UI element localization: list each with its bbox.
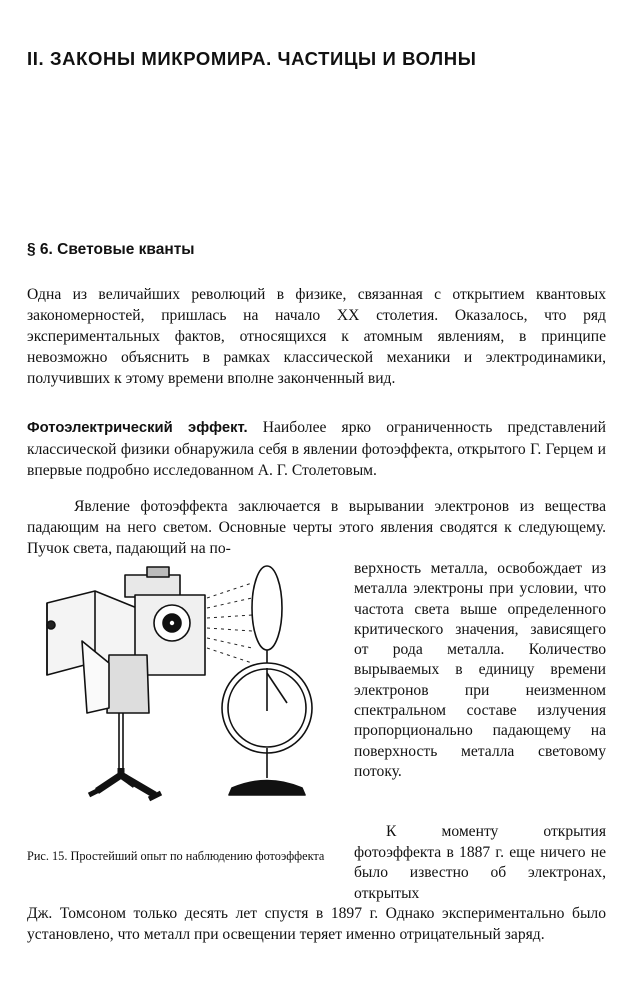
figure-caption: Рис. 15. Простейший опыт по наблюдению фотоэффекта — [27, 849, 325, 863]
section-title: § 6. Световые кванты — [27, 241, 195, 258]
paragraph-description: Явление фотоэффекта заключается в вырывании электронов из вещества падающим на него светом. Основные черты этого явления сводятся к следующему. Пучок света, падающий на по- — [27, 498, 606, 557]
figure-photoeffect-apparatus — [37, 563, 347, 838]
chapter-title: II. ЗАКОНЫ МИКРОМИРА. ЧАСТИЦЫ И ВОЛНЫ — [27, 48, 477, 69]
paragraph-lead: Фотоэлектрический эффект. — [27, 420, 248, 436]
paragraph-photoeffect — [27, 417, 606, 481]
column-text: верхность металла, освобождает из металла электроны при условии, что частота света выше определенного критического значения, зависящего от рода металла. Количество вырываемых в единицу времени электронов при неизменном спектральном составе излучения пропорционально падающему на поверхность металла световому потоку. — [354, 560, 606, 780]
paragraph-body: Наиболее ярко ограниченность представлений классической физики обнаружила себя в явлении фотоэффекта, открытого Г. Герцем и впервые подробно исследованном А. Г. Столетовым. — [27, 419, 606, 479]
column-text-continued: К моменту открытия фотоэффекта в 1887 г. еще ничего не было известно об электронах, открытых — [354, 823, 606, 902]
paragraph-intro: Одна из величайших революций в физике, связанная с открытием квантовых закономерностей, пришлась на начало XX столетия. Оказалось, что ряд экспериментальных фактов, относящихся к атомным явлениям, в принципе невозможно объяснить в рамках классической механики и электродинамики, получивших к этому времени вполне законченный вид. — [27, 286, 606, 387]
apparatus-illustration — [37, 563, 347, 838]
paragraph-tail: Дж. Томсоном только десять лет спустя в 1897 г. Однако экспериментально было установлено, что металл при освещении теряет именно отрицательный заряд. — [27, 905, 606, 943]
